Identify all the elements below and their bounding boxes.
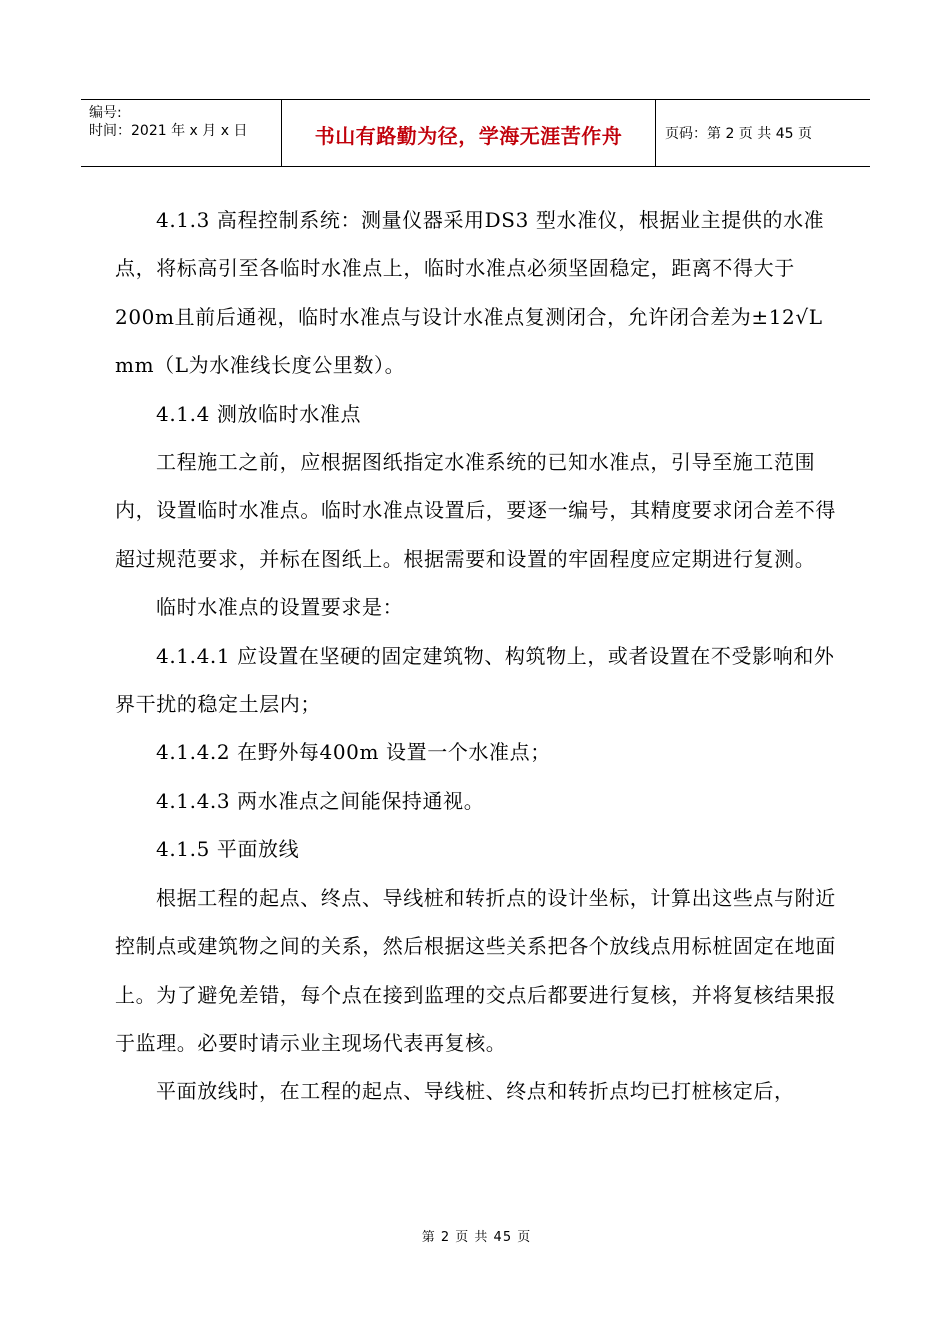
paragraph-construction-benchmarks: 工程施工之前，应根据图纸指定水准系统的已知水准点，引导至施工范围内，设置临时水准点。临时水准点设置后，要逐一编号，其精度要求闭合差不得超过规范要求，并标在图纸上。根据需要和设置的牢固程度应定期进行复测。	[115, 450, 836, 571]
document-header	[81, 99, 870, 167]
header-motto-cell	[282, 100, 656, 166]
paragraph-layout-continued: 平面放线时，在工程的起点、导线桩、终点和转折点均已打桩核定后，	[156, 1079, 795, 1104]
paragraph-requirements-intro: 临时水准点的设置要求是：	[156, 595, 404, 620]
paragraph-4-1-4-3: 4.1.4.3 两水准点之间能保持通视。	[156, 788, 485, 813]
paragraph-4-1-3: 4.1.3 高程控制系统：测量仪器采用DS3 型水准仪，根据业主提供的水准点，将标高引至各临时水准点上，临时水准点必须坚固稳定，距离不得大于200m且前后通视，临时水准点与设计水准点复测闭合，允许闭合差为±12√L mm（L为水准线长度公里数）。	[115, 208, 830, 378]
document-body	[115, 196, 845, 1116]
date-line: 时间：2021 年 x 月 x 日	[89, 123, 248, 139]
serial-number-label: 编号:	[89, 105, 122, 121]
header-page-cell	[656, 100, 870, 166]
header-meta-cell	[81, 100, 282, 166]
paragraph-4-1-4-2: 4.1.4.2 在野外每400m 设置一个水准点；	[156, 740, 551, 765]
header-motto: 书山有路勤为径，学海无涯苦作舟	[314, 123, 623, 148]
heading-4-1-4: 4.1.4 测放临时水准点	[156, 401, 362, 426]
paragraph-layout-method: 根据工程的起点、终点、导线桩和转折点的设计坐标，计算出这些点与附近控制点或建筑物之间的关系，然后根据这些关系把各个放线点用标桩固定在地面上。为了避免差错，每个点在接到监理的交点后都要进行复核，并将复核结果报于监理。必要时请示业主现场代表再复核。	[115, 885, 836, 1055]
paragraph-4-1-4-1: 4.1.4.1 应设置在坚硬的固定建筑物、构筑物上，或者设置在不受影响和外界干扰的稳定土层内；	[115, 643, 835, 717]
page-footer: 第 2 页 共 45 页	[421, 1230, 532, 1245]
heading-4-1-5: 4.1.5 平面放线	[156, 837, 300, 862]
header-page-info: 页码：第 2 页 共 45 页	[665, 126, 812, 142]
